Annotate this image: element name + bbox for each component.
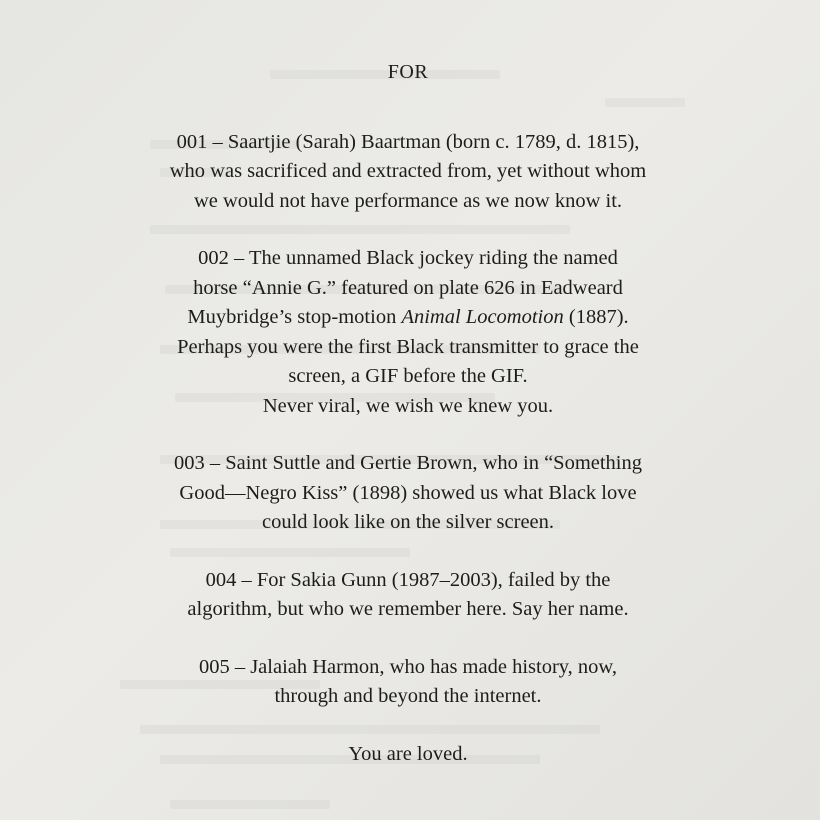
entry-line: horse “Annie G.” featured on plate 626 in Eadweard (193, 276, 623, 299)
entry-line-with-title (100, 303, 716, 333)
entry-line: screen, a GIF before the GIF. (288, 365, 528, 387)
dedication-entry-005 (100, 653, 716, 712)
entry-line-prefix: Muybridge’s stop-motion (187, 306, 402, 328)
dedication-entry-003 (100, 449, 716, 538)
entry-line-suffix: (1887). (563, 306, 629, 328)
entry-line: could look like on the silver screen. (261, 511, 555, 533)
work-title: Animal Locomotion (401, 306, 564, 328)
entry-line: Good—Negro Kiss” (1898) showed us what Black love (179, 481, 637, 504)
entry-line: Never viral, we wish we knew you. (262, 394, 554, 417)
dedication-heading: FOR (387, 61, 429, 83)
entry-line: 005 – Jalaiah Harmon, who has made history, now, (198, 655, 618, 678)
entry-line: algorithm, but who we remember here. Say her name. (187, 598, 629, 620)
dedication-entry-002 (100, 244, 716, 421)
entry-line: 002 – The unnamed Black jockey riding the named (198, 247, 618, 269)
entry-line: who was sacrificed and extracted from, yet without whom (169, 160, 647, 182)
entry-line: through and beyond the internet. (274, 685, 542, 707)
dedication (100, 58, 716, 769)
dedication-entry-001 (100, 128, 716, 217)
entry-line: 003 – Saint Suttle and Gertie Brown, who in “Something (173, 452, 643, 474)
closing-line: You are loved. (348, 742, 468, 765)
entry-line: 004 – For Sakia Gunn (1987–2003), failed by the (205, 568, 611, 591)
entry-line: 001 – Saartjie (Sarah) Baartman (born c. 1789, d. 1815), (176, 130, 640, 153)
entry-line: Perhaps you were the first Black transmitter to grace the (177, 335, 639, 358)
dedication-entry-004 (100, 566, 716, 625)
entry-line: we would not have performance as we now know it. (193, 189, 623, 212)
